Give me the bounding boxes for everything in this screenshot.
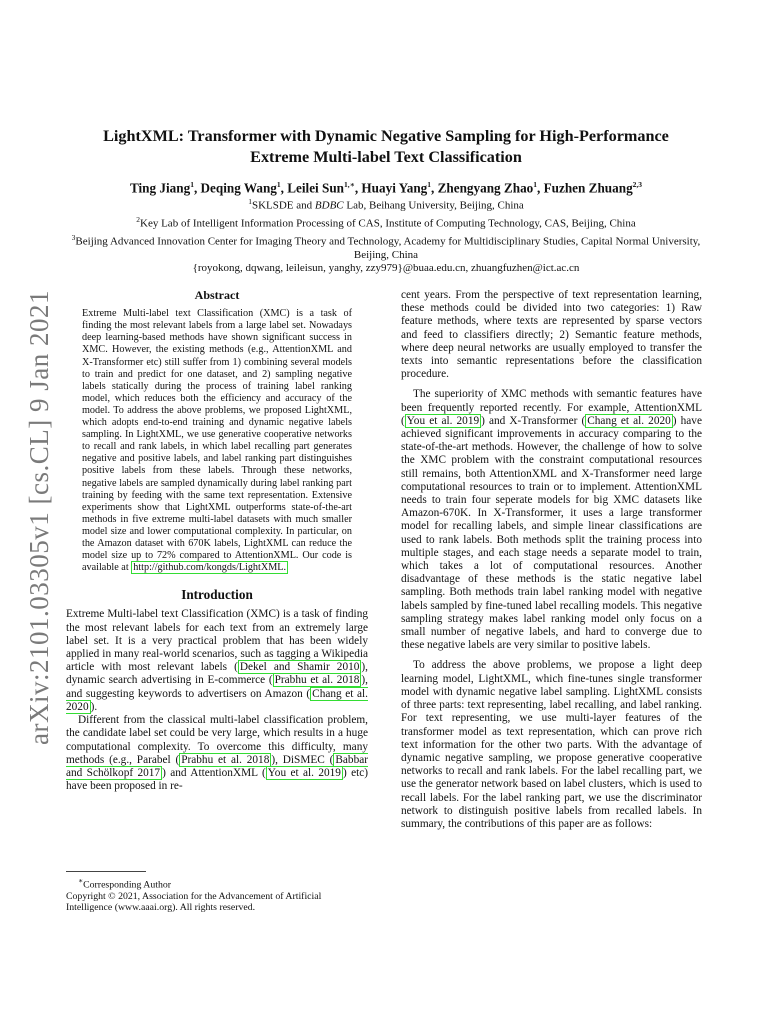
citation-link[interactable]: Chang et al. 2020 <box>587 414 671 427</box>
arxiv-stamp <box>21 289 57 745</box>
title-line-1: LightXML: Transformer with Dynamic Negative Sampling for High-Performance <box>103 127 669 145</box>
right-paragraph-2: The superiority of XMC methods with semantic features have been frequently reported recently. For example, AttentionXML ( You et al. 2019 ) and X-Transformer ( Chang et al. 2020 ) have achieved significant improvements in accuracy comparing to the state-of-the-art methods. However, the challenge of how to solve the XMC problem with the constraint computational resources still remains, both AttentionXML and X-Transformer need large computational resources to train or to implement. AttentionXML needs to train four seperate models for big XMC datasets like Amazon-670K. In X-Transformer, it uses a large transformer model for recalling labels, and simple linear classifications are used to rank labels. Both methods split the training process into multiple stages, and each stage needs a separate model to train, which takes a lot of computational resources. Another disadvantage of these methods is the static negative label sampling. Both methods train label ranking model with negative labels sampled by fine-tuned label recalling models. This negative sampling strategy makes label ranking model only focus on a small number of negative labels, and hard to converge due to these negative labels are very similar to positive labels. <box>401 388 702 652</box>
author-sup: 1 <box>190 180 194 189</box>
citation-link[interactable]: Chang et al. 2020 <box>66 687 368 713</box>
author-sup: 1,∗ <box>344 180 355 189</box>
arxiv-stamp-text: arXiv:2101.03305v1 [cs.CL] 9 Jan 2021 <box>23 289 54 745</box>
author-name: Fuzhen Zhuang <box>543 180 633 196</box>
author-sup: 1 <box>276 180 281 189</box>
citation-link[interactable]: You et al. 2019 <box>267 766 341 779</box>
footnote-text: ∗Corresponding Author <box>78 876 172 891</box>
affiliation-2: $^2$Key Lab of Intelligent Information Processing of CAS, Institute of Computing Technology, CAS, Beijing, China <box>136 214 636 230</box>
citation-link[interactable]: Dekel and Shamir 2010 <box>239 661 360 674</box>
affiliation-3: $^3$Beijing Advanced Innovation Center for Imaging Theory and Technology, Academy for Multidisciplinary Studies, Capital Normal University, Beijing, China <box>71 232 701 261</box>
author-name: Ting Jiang <box>129 180 191 196</box>
left-column <box>66 289 368 793</box>
intro-paragraph-2: Different from the classical multi-label classification problem, the candidate label set could be very large, which results in a huge computational complexity. To overcome this difficulty, many methods (e.g., Parabel ( Prabhu et al. 2018 ), DiSMEC ( Babbar and Schölkopf 2017 ) and AttentionXML ( You et al. 2019 ) etc) have been proposed in re- <box>66 714 368 793</box>
paper-title <box>60 126 712 167</box>
footnote-rule <box>66 871 146 872</box>
author-list: Ting Jiang$^1$, Deqing Wang$^1$, Leilei Sun$^{1,∗}$, Huayi Yang$^1$, Zhengyang Zhao$^1$, Fuzhen Zhuang$^{2,3}$ <box>129 180 643 196</box>
author-name: Deqing Wang <box>200 180 277 196</box>
author-sup: 1 <box>427 180 432 189</box>
affiliations <box>60 195 712 275</box>
abstract-body: Extreme Multi-label text Classification (XMC) is a task of finding the most relevant labels from a large label set. Nowadays deep learning-based methods have shown significant success in XMC. However, the existing methods (e.g., AttentionXML and X-Transformer etc) still suffer from 1) combining several models to train and predict for one dataset, and 2) sampling negative labels statically during the process of training label ranking model, which reduces both the efficiency and accuracy of the model. To address the above problems, we proposed LightXML, which adopts end-to-end training and dynamic negative labels sampling. In LightXML, we use generative cooperative networks to recall and rank labels, in which label recalling part generates negative and positive labels, and label ranking part distinguishes positive labels from these labels. Through these networks, negative labels are sampled dynamically during label ranking part training by feeding with the same text representation. Extensive experiments show that LightXML outperforms state-of-the-art methods in five extreme multi-label datasets with much smaller model size and lower computational complexity. In particular, on the Amazon dataset with 670K labels, LightXML can reduce the model size up to 72% compared to AttentionXML. Our code is available at http://github.com/kongds/LightXML. <box>82 308 352 574</box>
citation-link[interactable]: Prabhu et al. 2018 <box>181 753 270 766</box>
citation-link[interactable]: Prabhu et al. 2018 <box>274 674 360 687</box>
title-line-2: Extreme Multi-label Text Classification <box>250 147 522 166</box>
right-paragraph-3: To address the above problems, we propose a light deep learning model, LightXML, which fine-tunes single transformer model with dynamic negative label sampling. LightXML consists of three parts: text representing, label recalling, and label ranking. For text representing, we use multi-layer features of the transformer model as text representation, which can prove rich text information for the other two parts. With the advantage of dynamic negative sampling, we propose generative cooperative networks to recall and rank labels. For the label recalling part, we use the generator network based on label clusters, which is used to recall labels. For the label ranking part, we use the discriminator network to distinguish positive labels from recalled labels. In summary, the contributions of this paper are as follows: <box>401 659 702 830</box>
right-paragraph-1: cent years. From the perspective of text representation learning, these methods could be divided into two categories: 1) Raw feature methods, where texts are represented by sparse vectors and feed to classifiers directly; 2) Semantic feature methods, where deep neural networks are usually employed to transfer the texts into semantic representations before the classification procedure. <box>401 289 702 381</box>
author-name: Zhengyang Zhao <box>437 180 534 196</box>
author-sup: 2,3 <box>632 180 643 189</box>
author-name: Huayi Yang <box>361 180 428 196</box>
code-link[interactable]: http://github.com/kongds/LightXML. <box>133 562 287 574</box>
footnote <box>66 871 368 914</box>
author-emails: {royokong, dqwang, leileisun, yanghy, zzy979}@buaa.edu.cn, zhuangfuzhen@ict.ac.cn <box>192 261 580 274</box>
author-sup: 1 <box>533 180 538 189</box>
author-name: Leilei Sun <box>287 180 345 196</box>
abstract-heading: Abstract <box>194 288 240 302</box>
copyright-notice: Copyright © 2021, Association for the Advancement of Artificial Intelligence (www.aaai.org). All rights reserved. <box>66 890 322 914</box>
citation-link[interactable]: Babbar and Schölkopf 2017 <box>66 753 368 779</box>
affiliation-1: $^1$SKLSDE and BDBC Lab, Beihang University, Beijing, China <box>248 197 524 212</box>
intro-paragraph-1: Extreme Multi-label text Classification (XMC) is a task of finding the most relevant labels for each text from an extremely large label set. It is a very practical problem that has been widely applied in many real-world scenarios, such as tagging a Wikipedia article with most relevant labels ( Dekel and Shamir 2010 ), dynamic search advertising in E-commerce ( Prabhu et al. 2018 ), and suggesting keywords to advertisers on Amazon ( Chang et al. 2020 ). <box>66 608 368 713</box>
right-column <box>401 289 702 831</box>
citation-link[interactable]: You et al. 2019 <box>406 414 480 427</box>
intro-heading: Introduction <box>181 587 253 603</box>
